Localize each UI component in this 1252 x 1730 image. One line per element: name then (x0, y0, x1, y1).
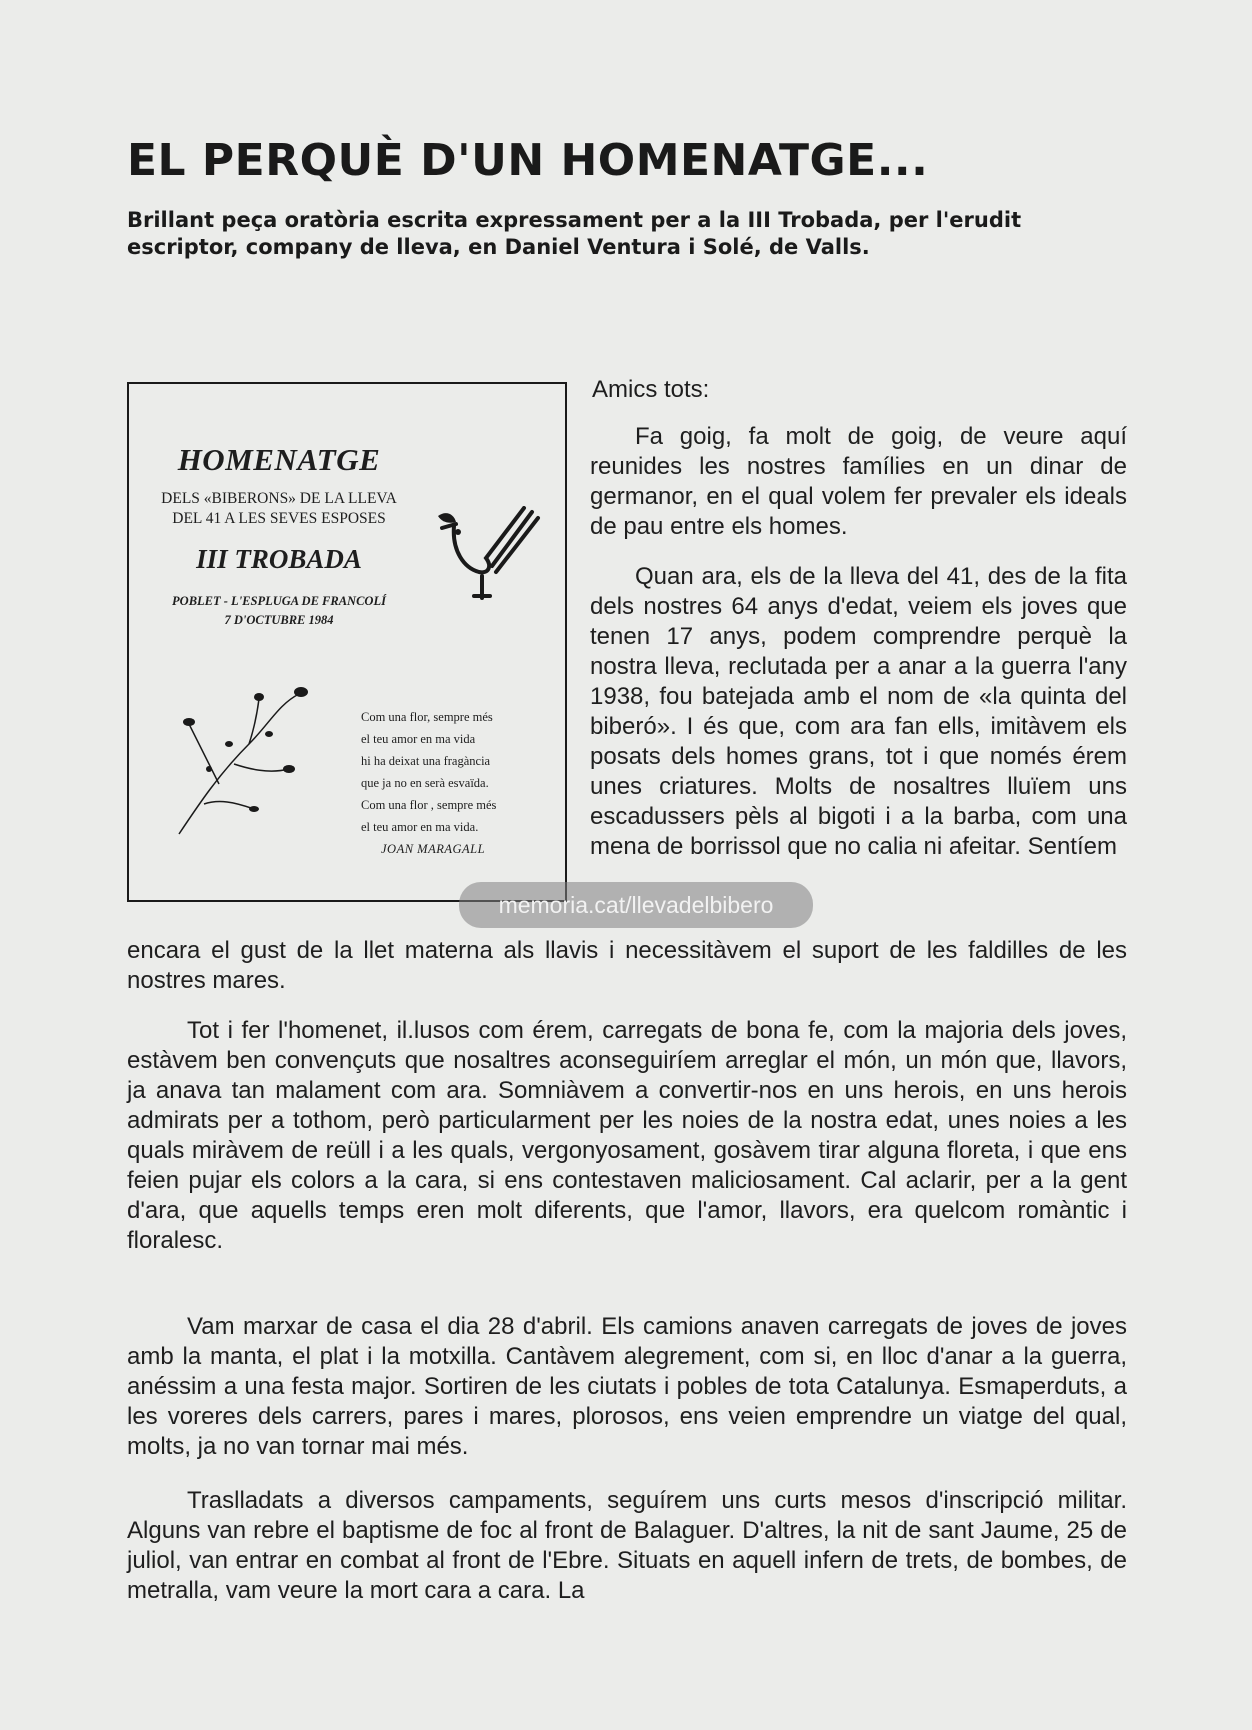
dove-icon (434, 506, 544, 606)
paragraph-5: Traslladats a diversos campaments, seguírem uns curts mesos d'inscripció militar. Alguns van rebre el baptisme de foc al front de Balaguer. D'altres, la nit de sant Jaume, 25 de juliol, van entrar en combat al front de l'Ebre. Situats en aquell infern de trets, de bombes, de metralla, vam veure la mort cara a cara. La (127, 1487, 1127, 1604)
card-event: III TROBADA (196, 544, 362, 574)
watermark: memoria.cat/llevadelbibero (459, 882, 813, 928)
card-date: 7 D'OCTUBRE 1984 (224, 613, 334, 627)
card-place: POBLET - L'ESPLUGA DE FRANCOLÍ (172, 594, 386, 608)
flower-illustration (159, 674, 329, 844)
article-title: EL PERQUÈ D'UN HOMENATGE... (127, 135, 929, 186)
poem-line: Com una flor , sempre més (361, 798, 497, 812)
poem-line: hi ha deixat una fragància (361, 754, 491, 768)
paragraph-1: Fa goig, fa molt de goig, de veure aquí reunides les nostres famílies en un dinar de germanor, en el qual volem fer prevaler els ideals de pau entre els homes. (590, 423, 1127, 540)
poem (361, 706, 496, 860)
paragraph-2-continued: encara el gust de la llet materna als llavis i necessitàvem el suport de les faldilles de les nostres mares. (127, 937, 1127, 994)
card-line-2: DEL 41 A LES SEVES ESPOSES (172, 510, 386, 527)
poem-line: Com una flor, sempre més (361, 710, 493, 724)
poem-author: JOAN MARAGALL (381, 842, 486, 856)
paragraph-4: Vam marxar de casa el dia 28 d'abril. Els camions anaven carregats de joves de joves amb la manta, el plat i la motxilla. Cantàvem alegrement, com si, en lloc d'anar a la guerra, anéssim a una festa major. Sortiren de les ciutats i pobles de tota Catalunya. Esmaperduts, a les voreres dels carrers, pares i mares, plorosos, ens veien emprendre un viatge del qual, molts, ja no van tornar mai més. (127, 1313, 1127, 1460)
poem-line: el teu amor en ma vida (361, 732, 476, 746)
poem-line: que ja no en serà esvaïda. (361, 776, 489, 790)
article-subtitle: Brillant peça oratòria escrita expressament per a la III Trobada, per l'erudit escriptor, company de lleva, en Daniel Ventura i Solé, de Valls. (127, 208, 1022, 259)
paragraph-2: Quan ara, els de la lleva del 41, des de la fita dels nostres 64 anys d'edat, veiem els joves que tenen 17 anys, podem comprendre perquè la nostra lleva, reclutada per a anar a la guerra l'any 1938, fou batejada amb el nom de «la quinta del biberó». I és que, com ara fan ells, imitàvem els posats dels homes grans, tot i que només érem unes criatures. Molts de nosaltres lluïem uns escadussers pèls al bigoti i a la barba, com una mena de borrissol que no calia ni afeitar. Sentíem (590, 563, 1127, 860)
homage-card (127, 382, 567, 902)
poem-line: el teu amor en ma vida. (361, 820, 479, 834)
card-line-1: DELS «BIBERONS» DE LA LLEVA (161, 490, 397, 507)
salutation: Amics tots: (592, 376, 710, 403)
card-title: HOMENATGE (177, 442, 381, 477)
paragraph-3: Tot i fer l'homenet, il.lusos com érem, carregats de bona fe, com la majoria dels joves, estàvem ben convençuts que nosaltres aconseguiríem arreglar el món, un món que, llavors, ja anava tan malament com ara. Somniàvem a convertir-nos en uns herois, en uns herois admirats per a tothom, però particularment per les noies de la nostra edat, unes noies a les quals miràvem de reüll i a les quals, vergonyosament, gosàvem tirar alguna floreta, i que ens feien pujar els colors a la cara, si ens contestaven maliciosament. Cal aclarir, per a la gent d'ara, que aquells temps eren molt diferents, que l'amor, llavors, era quelcom romàntic i floralesc. (127, 1017, 1127, 1254)
